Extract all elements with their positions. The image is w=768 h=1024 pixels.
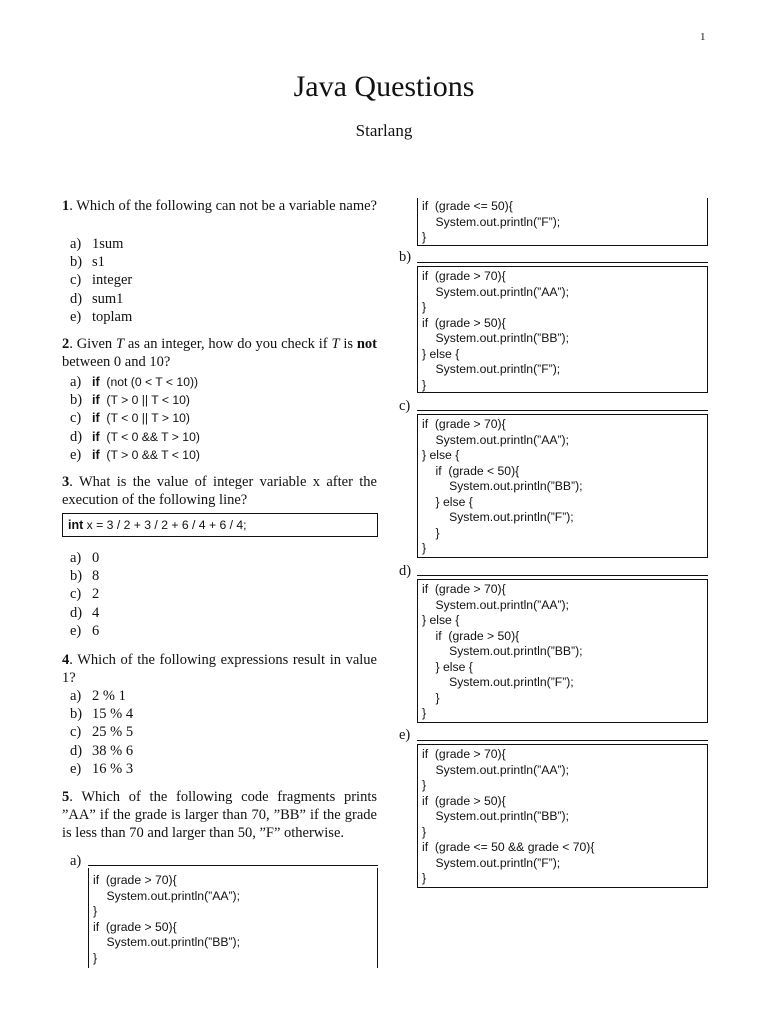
- question-3-text: . What is the value of integer variable x after the execution of the following line?: [62, 474, 377, 508]
- option-keyword: if: [92, 393, 100, 408]
- option-text: s1: [92, 254, 105, 271]
- code-text: System.out.println(”F”);: [422, 214, 561, 229]
- option-keyword: if: [92, 375, 100, 389]
- option-d-rule: [417, 575, 708, 576]
- option-text: (not (0 < T < 10)): [99, 375, 199, 389]
- code-line: [422, 691, 703, 707]
- code-text: (grade > 70){: [428, 747, 506, 761]
- option-c: [70, 723, 133, 741]
- code-line: [422, 378, 703, 394]
- option-a: [70, 549, 99, 567]
- option-text: (T > 0 || T < 10): [99, 393, 190, 408]
- code-text: {: [465, 659, 473, 674]
- option-a-label: a): [70, 853, 82, 869]
- question-2-var: T: [115, 336, 125, 352]
- code-line: [93, 951, 373, 967]
- option-b: [70, 705, 133, 723]
- question-1: [62, 197, 377, 215]
- code-line: [422, 300, 703, 316]
- question-2-var2: T: [331, 336, 340, 352]
- question-2: [62, 335, 377, 371]
- page-number: 1: [700, 31, 706, 43]
- code-text: System.out.println(”BB”);: [93, 935, 240, 949]
- code-line: [93, 920, 373, 936]
- option-keyword: if: [92, 429, 100, 444]
- option-d: [70, 604, 99, 622]
- option-d: [70, 742, 133, 760]
- question-4-number: 4: [62, 652, 70, 668]
- code-text: }: [422, 778, 427, 792]
- code-text: System.out.println(”F”);: [422, 675, 574, 689]
- option-label: c): [70, 410, 82, 427]
- code-line: [422, 778, 703, 794]
- code-line: [422, 316, 703, 332]
- option-b-label: b): [399, 249, 412, 265]
- option-b: [70, 567, 99, 585]
- code-prefix: [422, 629, 436, 643]
- code-line: [93, 889, 373, 905]
- option-text: 8: [92, 568, 100, 585]
- code-prefix: }: [422, 346, 430, 361]
- question-2-text-a: . Given: [69, 336, 116, 352]
- code-line: [422, 541, 703, 557]
- option-label: b): [70, 392, 83, 409]
- question-5: [62, 788, 377, 842]
- code-line: [422, 526, 703, 542]
- question-4-text: . Which of the following expressions result in value 1?: [62, 652, 377, 686]
- option-a-code-box-part1: [88, 868, 378, 968]
- question-3-code-box: [62, 513, 378, 537]
- option-text: (T > 0 && T < 10): [99, 447, 200, 462]
- code-text: System.out.println(”F”);: [422, 855, 561, 870]
- code-line: [422, 417, 703, 433]
- code-line: [422, 747, 703, 763]
- option-e: [70, 308, 132, 326]
- question-1-text: . Which of the following can not be a variable name?: [69, 198, 377, 214]
- option-label: d): [70, 290, 83, 307]
- code-text: }: [93, 950, 98, 965]
- code-prefix: }: [422, 494, 444, 509]
- question-3-code: x = 3 / 2 + 3 / 2 + 6 / 4 + 6 / 4;: [83, 518, 247, 532]
- code-text: (grade < 50){: [441, 463, 520, 478]
- code-text: System.out.println(”BB”);: [422, 809, 569, 823]
- code-line: [422, 675, 703, 691]
- option-e: [70, 760, 133, 778]
- code-text: }: [422, 377, 427, 392]
- code-line: [422, 825, 703, 841]
- option-label: a): [70, 688, 82, 704]
- code-keyword: if: [422, 417, 429, 431]
- question-3-options: [70, 549, 99, 640]
- code-line: [422, 644, 703, 660]
- code-line: [93, 935, 373, 951]
- code-line: [422, 433, 703, 449]
- code-line: [93, 904, 373, 920]
- code-text: (grade <= 50 && grade < 70){: [428, 840, 595, 854]
- question-3: [62, 473, 377, 509]
- code-text: }: [422, 871, 427, 885]
- option-c-label: c): [399, 398, 411, 414]
- code-prefix: }: [422, 613, 430, 627]
- code-text: System.out.println(”F”);: [422, 362, 561, 376]
- code-prefix: [422, 464, 436, 478]
- option-e-label: e): [399, 727, 411, 743]
- question-2-options: [70, 373, 200, 464]
- code-keyword: if: [93, 873, 100, 887]
- code-text: }: [93, 904, 98, 918]
- code-text: System.out.println(”BB”);: [422, 479, 583, 493]
- code-line: [422, 479, 703, 495]
- option-b: [70, 391, 200, 409]
- code-text: System.out.println(”AA”);: [422, 597, 569, 612]
- code-prefix: }: [422, 448, 430, 462]
- code-text: }: [422, 706, 427, 720]
- option-text: toplam: [92, 308, 133, 325]
- code-text: {: [451, 448, 460, 462]
- code-line: [422, 763, 703, 779]
- code-text: }: [422, 300, 427, 314]
- option-c-code-box: [417, 414, 708, 558]
- code-keyword: if: [422, 315, 429, 330]
- code-text: System.out.println(”BB”);: [422, 331, 569, 345]
- code-keyword: else: [429, 613, 452, 627]
- code-keyword: if: [422, 840, 429, 854]
- code-keyword: if: [93, 919, 100, 934]
- code-keyword: if: [422, 793, 429, 808]
- code-keyword: if: [422, 269, 429, 283]
- author: Starlang: [355, 121, 413, 140]
- question-5-number: 5: [62, 789, 70, 805]
- code-line: [422, 598, 703, 614]
- option-c: [70, 409, 200, 427]
- code-text: System.out.println(”AA”);: [93, 888, 240, 903]
- option-label: c): [70, 586, 82, 603]
- option-text: 4: [92, 604, 100, 621]
- option-text: (T < 0 || T > 10): [99, 411, 190, 426]
- code-text: }: [422, 525, 440, 540]
- question-4: [62, 651, 377, 687]
- option-label: b): [70, 568, 83, 585]
- code-line: [422, 809, 703, 825]
- option-e: [70, 622, 99, 640]
- code-line: [422, 706, 703, 722]
- code-keyword: if: [422, 199, 429, 213]
- code-line: [422, 582, 703, 598]
- code-text: (grade > 50){: [428, 315, 506, 330]
- option-text: integer: [92, 272, 133, 289]
- question-4-options: [70, 687, 133, 778]
- question-3-code-keyword: int: [68, 518, 84, 532]
- option-d-label: d): [399, 563, 412, 579]
- code-line: [422, 215, 703, 231]
- code-line: [422, 347, 703, 363]
- code-text: System.out.println(”BB”);: [422, 644, 583, 658]
- code-prefix: }: [422, 659, 444, 674]
- option-text: 2 % 1: [92, 688, 126, 704]
- code-line: [422, 613, 703, 629]
- code-text: System.out.println(”AA”);: [422, 762, 569, 777]
- question-2-number: 2: [62, 336, 70, 352]
- option-label: d): [70, 742, 83, 759]
- code-text: (grade > 70){: [428, 582, 506, 596]
- code-text: (grade > 50){: [428, 793, 506, 808]
- code-line: [422, 495, 703, 511]
- code-keyword: else: [443, 659, 466, 674]
- option-label: e): [70, 760, 82, 777]
- option-text: (T < 0 && T > 10): [99, 429, 200, 444]
- option-keyword: if: [92, 411, 100, 426]
- option-a: [70, 373, 200, 391]
- code-text: {: [465, 494, 473, 509]
- code-line: [422, 871, 703, 887]
- option-a-rule: [88, 865, 378, 866]
- code-text: }: [422, 230, 427, 244]
- code-text: System.out.println(”AA”);: [422, 284, 569, 299]
- code-line: [422, 285, 703, 301]
- option-text: 6: [92, 622, 100, 639]
- option-c: [70, 271, 132, 289]
- code-text: }: [422, 824, 427, 839]
- option-b-rule: [417, 262, 708, 263]
- code-keyword: if: [435, 463, 442, 478]
- option-label: a): [70, 374, 82, 390]
- option-label: d): [70, 428, 83, 445]
- option-label: a): [70, 550, 82, 566]
- code-line: [422, 856, 703, 872]
- question-1-options: [70, 235, 132, 326]
- question-2-text-c: is: [339, 336, 357, 352]
- code-text: {: [451, 613, 460, 627]
- option-label: c): [70, 724, 82, 741]
- option-keyword: if: [92, 447, 100, 462]
- code-line: [422, 629, 703, 645]
- option-text: 2: [92, 586, 100, 603]
- code-line: [422, 464, 703, 480]
- option-label: b): [70, 706, 83, 723]
- option-label: d): [70, 604, 83, 621]
- code-text: System.out.println(”F”);: [422, 510, 574, 524]
- option-c: [70, 585, 99, 603]
- code-line: [422, 230, 703, 246]
- question-5-text: . Which of the following code fragments prints ”AA” if the grade is larger than 70, ”BB” if the grade is less than 70 and larger than 50, ”F” otherwise.: [62, 789, 377, 841]
- option-e: [70, 446, 200, 464]
- code-line: [422, 362, 703, 378]
- code-text: (grade > 70){: [428, 417, 506, 431]
- option-d: [70, 428, 200, 446]
- code-line: [422, 331, 703, 347]
- option-text: 16 % 3: [92, 760, 134, 777]
- question-2-text-b: as an integer, how do you check if: [124, 336, 332, 352]
- code-text: System.out.println(”AA”);: [422, 432, 569, 447]
- code-text: (grade > 50){: [441, 628, 520, 643]
- code-keyword: else: [429, 346, 452, 361]
- question-3-number: 3: [62, 474, 70, 490]
- option-c-rule: [417, 410, 708, 411]
- option-b-code-box: [417, 266, 708, 393]
- code-text: }: [422, 690, 440, 705]
- option-text: sum1: [92, 290, 124, 307]
- option-label: a): [70, 236, 82, 252]
- option-label: c): [70, 272, 82, 289]
- option-text: 0: [92, 550, 100, 566]
- option-e-rule: [417, 740, 708, 741]
- option-label: e): [70, 446, 82, 463]
- code-line: [422, 660, 703, 676]
- code-text: }: [422, 541, 427, 555]
- code-line: [422, 448, 703, 464]
- code-keyword: if: [435, 628, 442, 643]
- option-label: b): [70, 254, 83, 271]
- code-line: [93, 873, 373, 889]
- option-text: 1sum: [92, 236, 124, 252]
- code-line: [422, 840, 703, 856]
- question-2-text-d: between 0 and 10?: [62, 354, 171, 370]
- code-text: (grade > 50){: [99, 919, 177, 934]
- option-e-code-box: [417, 744, 708, 888]
- code-text: (grade <= 50){: [428, 199, 513, 213]
- option-a-code-box-part2: [417, 198, 708, 246]
- option-text: 38 % 6: [92, 742, 134, 759]
- code-line: [422, 199, 703, 215]
- code-keyword: if: [422, 582, 429, 596]
- code-keyword: else: [429, 448, 452, 462]
- option-b: [70, 253, 132, 271]
- code-text: (grade > 70){: [99, 873, 177, 887]
- option-a: [70, 235, 132, 253]
- option-text: 25 % 5: [92, 724, 134, 741]
- code-line: [422, 794, 703, 810]
- option-text: 15 % 4: [92, 706, 134, 723]
- code-line: [422, 269, 703, 285]
- code-line: [422, 510, 703, 526]
- page-title: Java Questions: [293, 70, 475, 103]
- option-label: e): [70, 622, 82, 639]
- option-d: [70, 290, 132, 308]
- question-2-bold: not: [356, 336, 378, 352]
- code-keyword: else: [443, 494, 466, 509]
- option-d-code-box: [417, 579, 708, 723]
- code-keyword: if: [422, 747, 429, 761]
- question-1-number: 1: [62, 198, 70, 214]
- code-text: (grade > 70){: [428, 269, 506, 283]
- code-text: {: [451, 346, 460, 361]
- option-a: [70, 687, 133, 705]
- option-label: e): [70, 308, 82, 325]
